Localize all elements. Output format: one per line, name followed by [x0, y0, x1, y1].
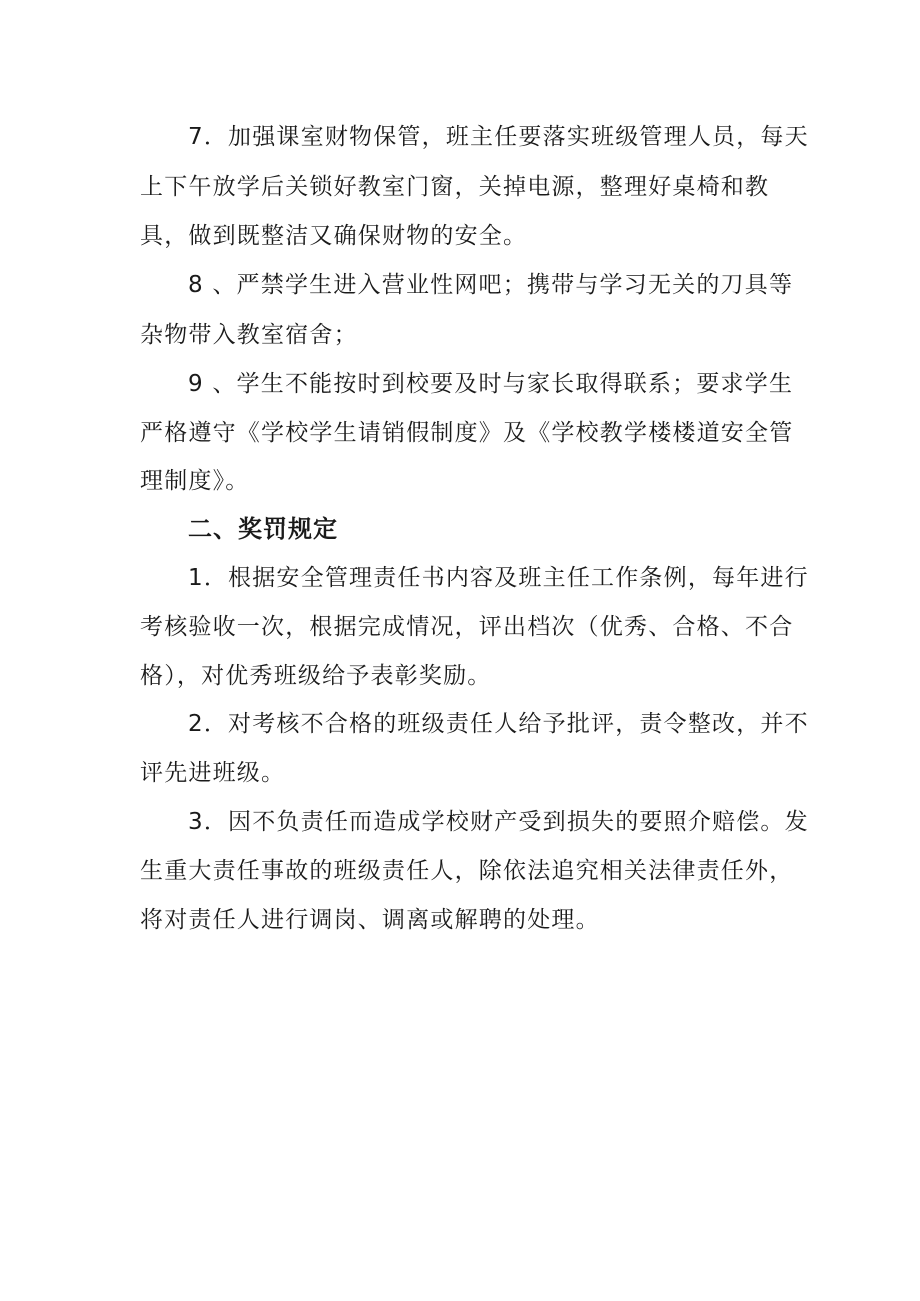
section-heading: 二、奖罚规定 — [188, 515, 338, 543]
reward-3-line-2: 生重大责任事故的班级责任人，除依法追究相关法律责任外， — [140, 858, 794, 884]
item-7-line-2: 上下午放学后关锁好教室门窗，关掉电源，整理好桌椅和教 — [140, 174, 770, 200]
reward-2-line-1: 2．对考核不合格的班级责任人给予批评，责令整改，并不 — [188, 711, 809, 737]
reward-3-line-1: 3．因不负责任而造成学校财产受到损失的要照介赔偿。发 — [188, 809, 809, 835]
item-8-line-2: 杂物带入教室宿舍； — [140, 322, 358, 348]
reward-1-line-2: 考核验收一次，根据完成情况，评出档次（优秀、合格、不合 — [140, 614, 794, 640]
item-7-line-3: 具，做到既整洁又确保财物的安全。 — [140, 223, 528, 249]
reward-1-line-3: 格），对优秀班级给予表彰奖励。 — [140, 663, 492, 689]
reward-2-line-2: 评先进班级。 — [140, 760, 286, 786]
reward-3-line-3: 将对责任人进行调岗、调离或解聘的处理。 — [140, 907, 600, 933]
item-9-line-3: 理制度》。 — [140, 468, 250, 494]
item-7-line-1: 7．加强课室财物保管，班主任要落实班级管理人员，每天 — [188, 124, 809, 150]
item-8-line-1: 8 、严禁学生进入营业性网吧；携带与学习无关的刀具等 — [188, 272, 794, 298]
reward-1-line-1: 1．根据安全管理责任书内容及班主任工作条例，每年进行 — [188, 565, 809, 591]
item-9-line-1: 9 、学生不能按时到校要及时与家长取得联系；要求学生 — [188, 371, 794, 397]
item-9-line-2: 严格遵守《学校学生请销假制度》及《学校教学楼楼道安全管 — [140, 420, 794, 446]
